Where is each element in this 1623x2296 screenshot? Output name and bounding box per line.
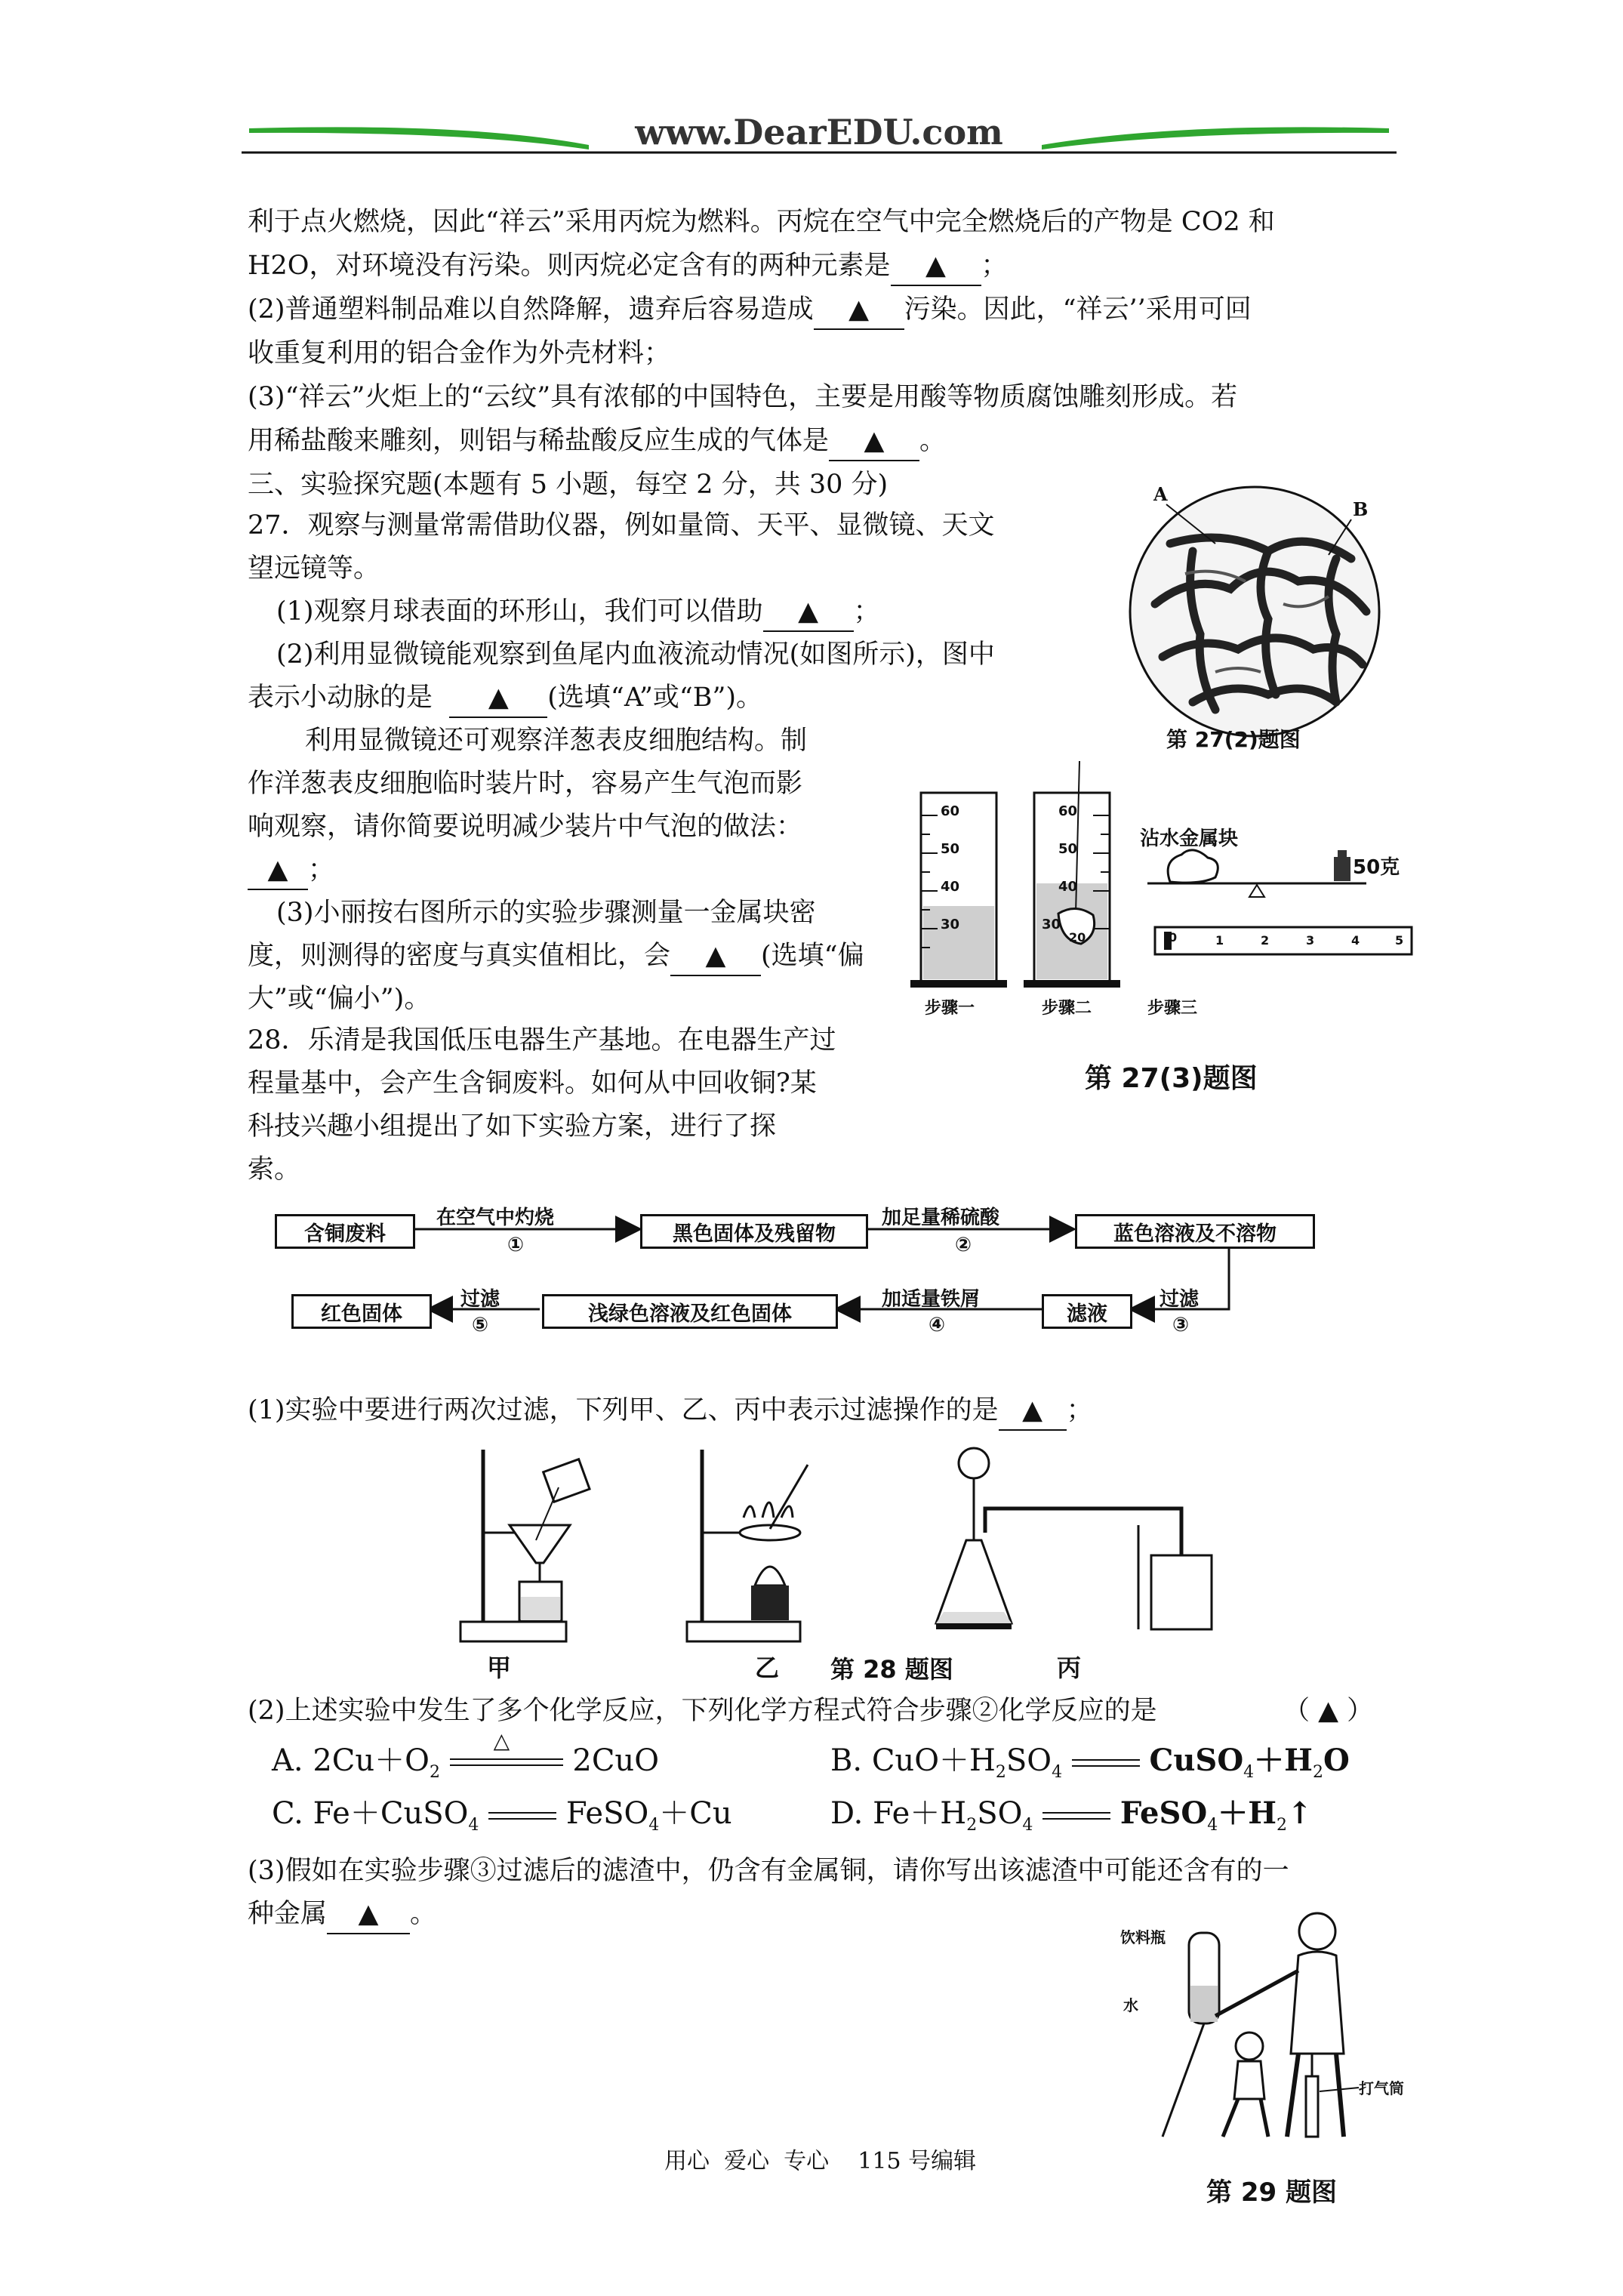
equation-a[interactable]: A. $2Cu+O_2$ △ 2CuO [272, 1728, 659, 1782]
fig27-3-density [891, 755, 1419, 1027]
heat-condition: △ [493, 1728, 510, 1753]
label-b: B [1353, 498, 1369, 520]
flow-box-black-solid: 黑色固体及残留物 [640, 1214, 868, 1249]
weight-label: 50克 [1353, 856, 1400, 879]
equation-b[interactable]: B. $CuO+H_2SO_4$ $CuSO_4+H_2O$ [830, 1743, 1350, 1782]
q27-onion-3: 响观察，请你简要说明减少装片中气泡的做法： [248, 812, 803, 842]
page-header [242, 106, 1397, 166]
arrow-3-text: 过滤 [1160, 1288, 1200, 1311]
c2-tick: 40 [1058, 879, 1078, 895]
answer-blank[interactable]: ▲ [999, 1391, 1067, 1431]
q27-onion-blank: ▲ ； [248, 849, 334, 892]
apparatus-bing-label: 丙 [1057, 1653, 1082, 1682]
fig28-apparatus [453, 1442, 1246, 1684]
c1-tick: 50 [941, 841, 960, 857]
q27-stem: 27．观察与测量常需借助仪器，例如量筒、天平、显微镜、天文 [248, 510, 995, 541]
q27-part3-c: 大”或“偏小”)。 [248, 984, 431, 1014]
flow-chart [272, 1207, 1313, 1342]
fig27-3-caption: 第 27(3)题图 [1085, 1063, 1258, 1094]
text-line-5: (3)“祥云”火炬上的“云纹”具有浓郁的中国特色，主要是用酸等物质腐蚀雕刻形成。若 [248, 382, 1238, 412]
ruler-tick: 2 [1261, 933, 1270, 948]
site-logo-text: www.DearEDU.com [635, 112, 1003, 153]
c2-tick: 60 [1058, 803, 1078, 819]
arrow-4-text: 加适量铁屑 [882, 1288, 981, 1311]
page-footer: 用心 爱心 专心 115 号编辑 [664, 2148, 977, 2174]
q27-part3: (3)小丽按右图所示的实验步骤测量一金属块密 [276, 898, 816, 928]
equation-d[interactable]: D. $Fe+H_2SO_4$ $FeSO_4+H_2↑$ [830, 1795, 1313, 1835]
fig28-caption: 第 28 题图 [830, 1655, 953, 1684]
q27-part2: (2)利用显微镜能观察到鱼尾内血液流动情况(如图所示)，图中 [276, 639, 995, 670]
q27-part1: (1)观察月球表面的环形山，我们可以借助 ▲ ； [276, 590, 880, 633]
q27-onion-2: 作洋葱表皮细胞临时装片时，容易产生气泡而影 [248, 769, 803, 799]
answer-blank[interactable]: ▲ [670, 937, 761, 976]
c1-tick: 60 [941, 803, 960, 819]
blood-vessel-diagram [1110, 483, 1397, 763]
water-label: 水 [1123, 1996, 1138, 2014]
fig29-caption: 第 29 题图 [1206, 2177, 1337, 2208]
arrow-4-num: ④ [929, 1314, 946, 1336]
answer-blank[interactable]: ▲ [449, 679, 547, 718]
q28-stem-3: 科技兴趣小组提出了如下实验方案，进行了探 [248, 1111, 777, 1142]
answer-blank[interactable]: ▲ [829, 422, 919, 461]
q27-part2-b: 表示小动脉的是 ▲ (选填“A”或“B”)。 [248, 676, 762, 720]
fig27-2-caption: 第 27(2)题图 [1166, 727, 1301, 752]
q28-part2: (2)上述实验中发生了多个化学反应，下列化学方程式符合步骤②化学反应的是 [248, 1696, 1157, 1726]
fig29-illustration [1117, 1903, 1419, 2152]
answer-blank[interactable]: ▲ [327, 1895, 410, 1934]
density-apparatus-diagram [891, 755, 1419, 1027]
fig27-2-microscope [1110, 483, 1397, 763]
text-line-3: (2)普通塑料制品难以自然降解，遗弃后容易造成 ▲ 污染。因此，“祥云’’采用可回 [248, 288, 1252, 331]
q27-onion-1: 利用显微镜还可观察洋葱表皮细胞结构。制 [305, 726, 808, 756]
flow-box-filtrate: 滤液 [1042, 1294, 1132, 1329]
q27-stem-2: 望远镜等。 [248, 553, 380, 584]
flow-box-green-solution: 浅绿色溶液及红色固体 [542, 1294, 838, 1329]
c1-tick: 30 [941, 917, 960, 932]
arrow-1-num: ① [507, 1234, 525, 1256]
flow-box-red-solid: 红色固体 [291, 1294, 432, 1329]
text-line-6: 用稀盐酸来雕刻，则铝与稀盐酸反应生成的气体是 ▲ 。 [248, 420, 946, 463]
bottle-label: 饮料瓶 [1120, 1928, 1166, 1946]
text-line-2: H2O，对环境没有污染。则丙烷必定含有的两种元素是 ▲ ； [248, 245, 1008, 288]
c2-tick: 20 [1069, 930, 1086, 945]
q28-stem-4: 索。 [248, 1154, 301, 1185]
q28-stem-1: 28．乐清是我国低压电器生产基地。在电器生产过 [248, 1025, 836, 1056]
lab-apparatus-diagram [453, 1442, 1246, 1684]
arrow-2-text: 加足量稀硫酸 [882, 1207, 1000, 1229]
c1-tick: 40 [941, 879, 960, 895]
arrow-1-text: 在空气中灼烧 [436, 1207, 555, 1229]
step-2-label: 步骤二 [1042, 999, 1092, 1018]
step-3-label: 步骤三 [1147, 999, 1198, 1018]
answer-blank[interactable]: ▲ [763, 593, 854, 632]
ruler-tick: 4 [1351, 933, 1360, 948]
apparatus-jia-label: 甲 [487, 1653, 512, 1682]
ruler-tick: 3 [1306, 933, 1315, 948]
flow-box-raw: 含铜废料 [275, 1214, 415, 1249]
ruler-tick: 0 [1169, 930, 1178, 945]
text-line-4: 收重复利用的铝合金作为外壳材料； [248, 338, 671, 368]
ruler-tick: 5 [1395, 933, 1404, 948]
c2-tick: 30 [1042, 917, 1061, 932]
apparatus-yi-label: 乙 [755, 1653, 780, 1682]
answer-blank[interactable]: ▲ [248, 851, 308, 890]
q28-part1: (1)实验中要进行两次过滤，下列甲、乙、丙中表示过滤操作的是 ▲ ； [248, 1389, 1093, 1432]
equation-c[interactable]: C. Fe＋CuSO$_4$ FeSO$_4$＋Cu [272, 1796, 732, 1835]
arrow-3-num: ③ [1172, 1314, 1190, 1336]
ruler-tick: 1 [1215, 933, 1224, 948]
flow-box-blue-solution: 蓝色溶液及不溶物 [1075, 1214, 1315, 1249]
q28-part2-answer[interactable]: （ ▲ ） [1283, 1696, 1374, 1726]
block-label: 沾水金属块 [1140, 827, 1239, 850]
q28-stem-2: 程量基中，会产生含铜废料。如何从中回收铜?某 [248, 1068, 817, 1099]
arrow-2-num: ② [955, 1234, 972, 1256]
answer-blank[interactable]: ▲ [891, 247, 981, 286]
c2-tick: 50 [1058, 841, 1078, 857]
step-1-label: 步骤一 [925, 999, 975, 1018]
text-line-1: 利于点火燃烧，因此“祥云”采用丙烷为燃料。丙烷在空气中完全燃烧后的产物是 CO2 和 [248, 207, 1275, 237]
q28-part3: (3)假如在实验步骤③过滤后的滤渣中，仍含有金属铜，请你写出该滤渣中可能还含有的一 [248, 1856, 1289, 1886]
arrow-5-text: 过滤 [460, 1288, 500, 1311]
q27-part3-b: 度，则测得的密度与真实值相比，会 ▲ (选填“偏 [248, 935, 864, 978]
arrow-5-num: ⑤ [472, 1314, 489, 1336]
answer-blank[interactable]: ▲ [814, 291, 904, 330]
pump-label: 打气筒 [1359, 2079, 1404, 2097]
q28-part3-b: 种金属 ▲ 。 [248, 1893, 436, 1936]
section-heading: 三、实验探究题(本题有 5 小题，每空 2 分，共 30 分) [248, 470, 888, 500]
label-a: A [1153, 483, 1168, 505]
